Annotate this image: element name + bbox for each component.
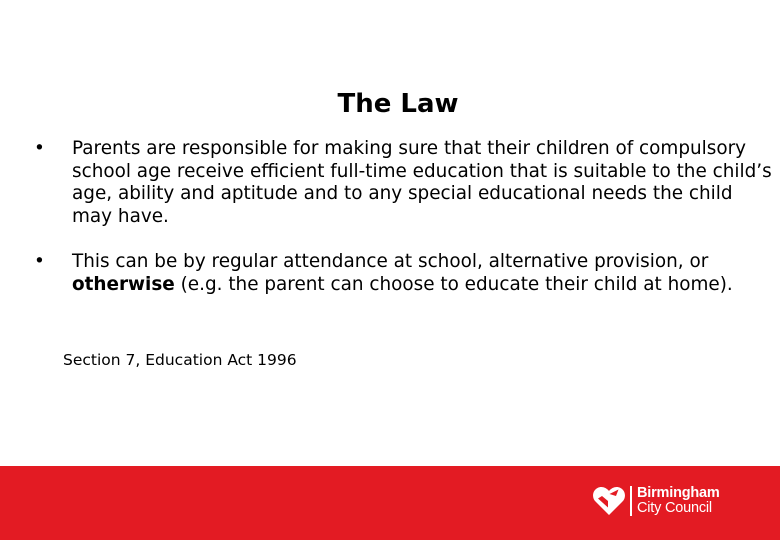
bullet-text: Parents are responsible for making sure that their children of compulsory school age receive efficient full-time education that is suitable to the child’s age, ability and aptitude and to any special educational needs the child may have. (72, 138, 772, 227)
bullet-marker: • (34, 138, 45, 159)
bullet-item-responsibility (34, 138, 774, 228)
logo-line-birmingham: Birmingham (637, 485, 720, 501)
heart-logo-icon (592, 485, 626, 517)
bullet-text-start: This can be by regular attendance at school, alternative provision, or (72, 251, 709, 272)
citation: Section 7, Education Act 1996 (63, 351, 297, 369)
bullet-bold-word: otherwise (72, 273, 175, 295)
logo-line-city-council: City Council (637, 500, 712, 516)
bullet-item-attendance (34, 251, 774, 296)
bullet-marker: • (34, 251, 45, 272)
slide-title: The Law (337, 89, 459, 119)
logo-divider (630, 486, 632, 516)
council-logo (592, 484, 720, 518)
logo-wordmark (637, 486, 720, 516)
bullet-list (34, 138, 774, 296)
bullet-text-end: (e.g. the parent can choose to educate their child at home). (174, 273, 733, 295)
